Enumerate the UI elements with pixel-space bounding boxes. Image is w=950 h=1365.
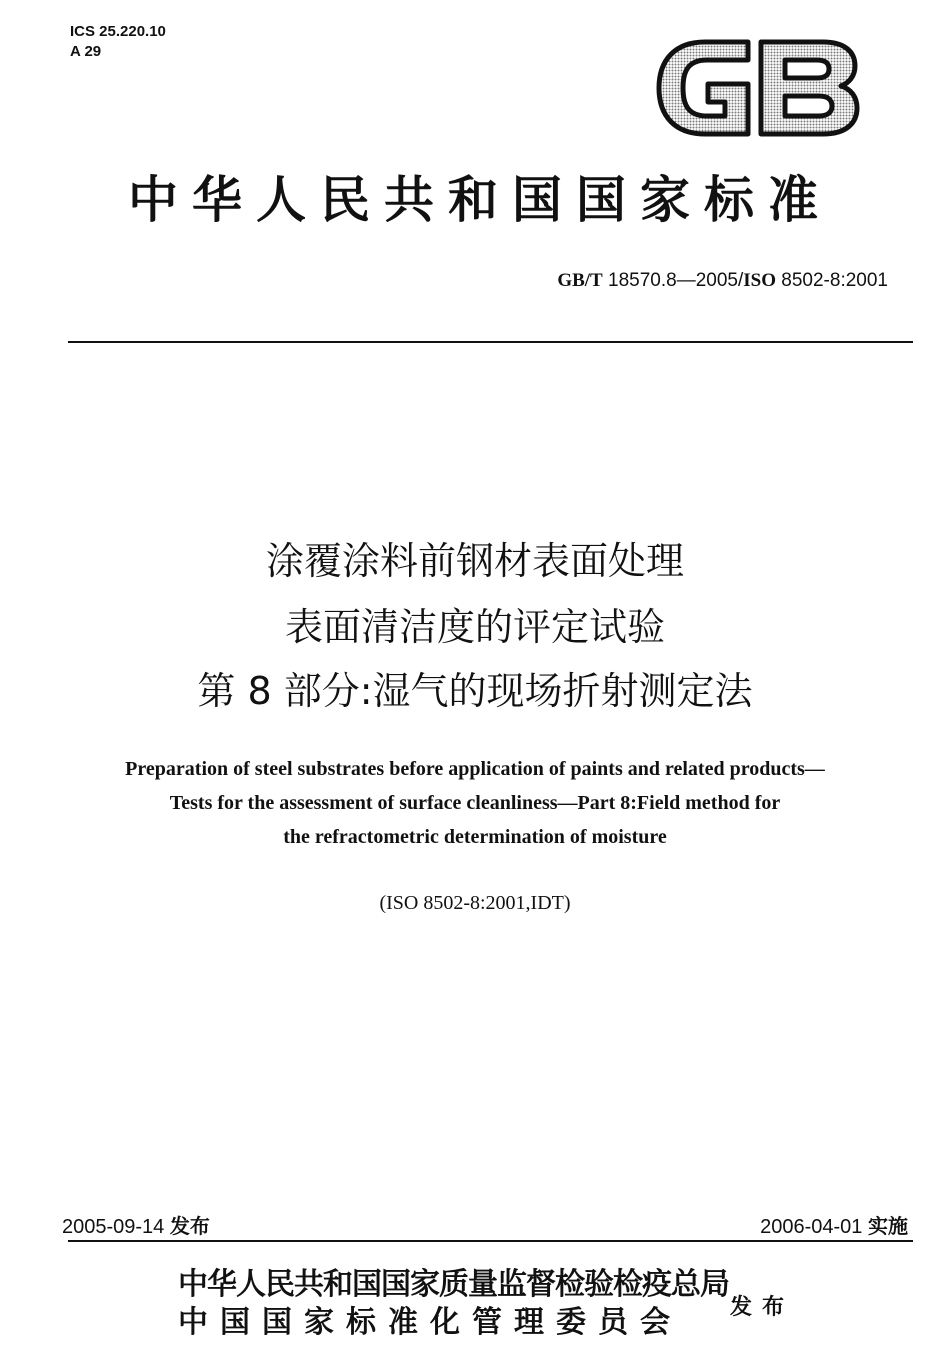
impl-date-value: 2006-04-01 — [760, 1216, 863, 1238]
standard-number — [557, 270, 888, 292]
implementation-date — [760, 1210, 908, 1239]
cn-title-line-2: 表面清洁度的评定试验 — [284, 605, 665, 649]
en-title-line-2: Tests for the assessment of surface cleanliness—Part 8:Field method for — [169, 792, 781, 814]
cn-title-line-1: 涂覆涂料前钢材表面处理 — [265, 539, 684, 583]
gb-logo — [653, 36, 863, 140]
footer-divider — [68, 1240, 913, 1242]
issuer-line-2: 中国国家标准化管理委员会 — [178, 1305, 682, 1340]
issue-date — [62, 1210, 210, 1239]
issue-date-value: 2005-09-14 — [62, 1216, 165, 1238]
ics-code: ICS 25.220.10 — [70, 23, 166, 40]
standard-number-suffix: 8502-8:2001 — [776, 270, 888, 291]
standard-number-prefix: GB/T — [557, 270, 603, 291]
standard-number-mid: 18570.8—2005/ — [602, 270, 744, 291]
impl-date-label: 实施 — [868, 1214, 908, 1238]
national-standard-heading: 中华人民共和国国家标准 — [128, 170, 832, 229]
ccs-code: A 29 — [70, 43, 102, 60]
header-divider — [68, 341, 913, 343]
cn-title-line-3: 第 8 部分:湿气的现场折射测定法 — [197, 669, 753, 713]
issuer-action: 发布 — [730, 1294, 795, 1320]
standard-number-iso: ISO — [743, 270, 776, 291]
en-title-line-3: the refractometric determination of moisture — [283, 826, 667, 848]
en-title-line-1: Preparation of steel substrates before application of paints and related products— — [125, 758, 825, 780]
classification-codes — [70, 22, 166, 62]
issuer-line-1: 中华人民共和国国家质量监督检验检疫总局 — [178, 1267, 729, 1302]
iso-equivalence: (ISO 8502-8:2001,IDT) — [379, 892, 571, 914]
issue-date-label: 发布 — [169, 1214, 210, 1238]
